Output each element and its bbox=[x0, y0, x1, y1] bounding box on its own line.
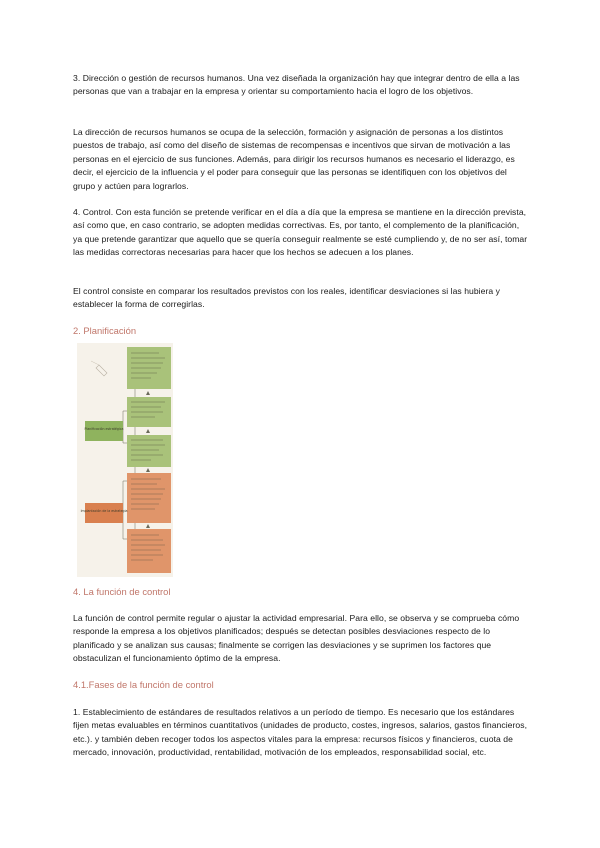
paragraph-direccion-rrhh: 3. Dirección o gestión de recursos humanos. Una vez diseñada la organización hay que integrar dentro de ella a las personas que van a trabajar en la empresa y orientar su comportamiento hacia el logro de los objetivos. bbox=[73, 73, 520, 97]
diagram-left-label-2: Implantación de la estrategia bbox=[80, 509, 128, 513]
heading-funcion-control: 4. La función de control bbox=[73, 586, 171, 597]
diagram-left-planificacion-estrategica bbox=[85, 421, 123, 441]
paragraph-control: 4. Control. Con esta función se pretende verificar en el día a día que la empresa se mantiene en la dirección prevista, así como que, en caso contrario, se adopten medidas correctivas. Es, por tanto, el complemento de la planificación, ya que pretende garantizar que aquello que se quería conseguir realmente se esté cumpliendo y, de no ser así, tomar las medidas correctoras necesarias para hacer que los hechos se adecuen a los planes. bbox=[73, 207, 528, 258]
pencil-sketch-icon bbox=[96, 365, 107, 376]
heading-fases-control: 4.1.Fases de la función de control bbox=[73, 679, 214, 690]
diagram-step-5 bbox=[127, 529, 171, 573]
paragraph-control-definicion: El control consiste en comparar los resultados previstos con los reales, identificar desviaciones si las hubiera y establecer la forma de corregirlas. bbox=[73, 286, 500, 310]
diagram-left-implantacion-estrategia bbox=[85, 503, 123, 523]
diagram-step-4 bbox=[127, 473, 171, 523]
paragraph-establecimiento-estandares: 1. Establecimiento de estándares de resultados relativos a un período de tiempo. Es necesario que los estándares fijen metas evaluables en términos cuantitativos (unidades de producto, costes, ingresos, salarios, gastos financieros, etc.). y también deben recoger todos los aspectos vitales para la empresa: recursos físicos y financieros, cuota de mercado, innovación, productividad, rentabilidad, motivación de los empleados, responsabilidad social, etc. bbox=[73, 707, 528, 758]
paragraph-direccion-rrhh-detalle: La dirección de recursos humanos se ocupa de la selección, formación y asignación de personas a los distintos puestos de trabajo, así como del diseño de sistemas de recompensas e incentivos que sirvan de motivación a las personas en el ejercicio de sus funciones. Además, para dirigir los recursos humanos es necesario el liderazgo, es decir, el ejercicio de la influencia y el poder para conseguir que las personas se identifiquen con los objetivos del grupo y actúen para lograrlos. bbox=[73, 127, 515, 191]
diagram-left-label-1: Planificación estratégica bbox=[84, 427, 124, 431]
heading-planificacion: 2. Planificación bbox=[73, 325, 137, 336]
planning-diagram-image bbox=[77, 343, 173, 577]
paragraph-funcion-control: La función de control permite regular o ajustar la actividad empresarial. Para ello, se observa y se comprueba cómo responde la empresa a los objetivos planificados; después se detectan posibles desviaciones respecto de lo planificado y se analizan sus causas; finalmente se corrigen las desviaciones y se suprimen los factores que obstaculizan el funcionamiento óptimo de la empresa. bbox=[73, 613, 520, 664]
pencil-sketch-line bbox=[91, 361, 99, 365]
planning-diagram-svg bbox=[77, 343, 173, 577]
